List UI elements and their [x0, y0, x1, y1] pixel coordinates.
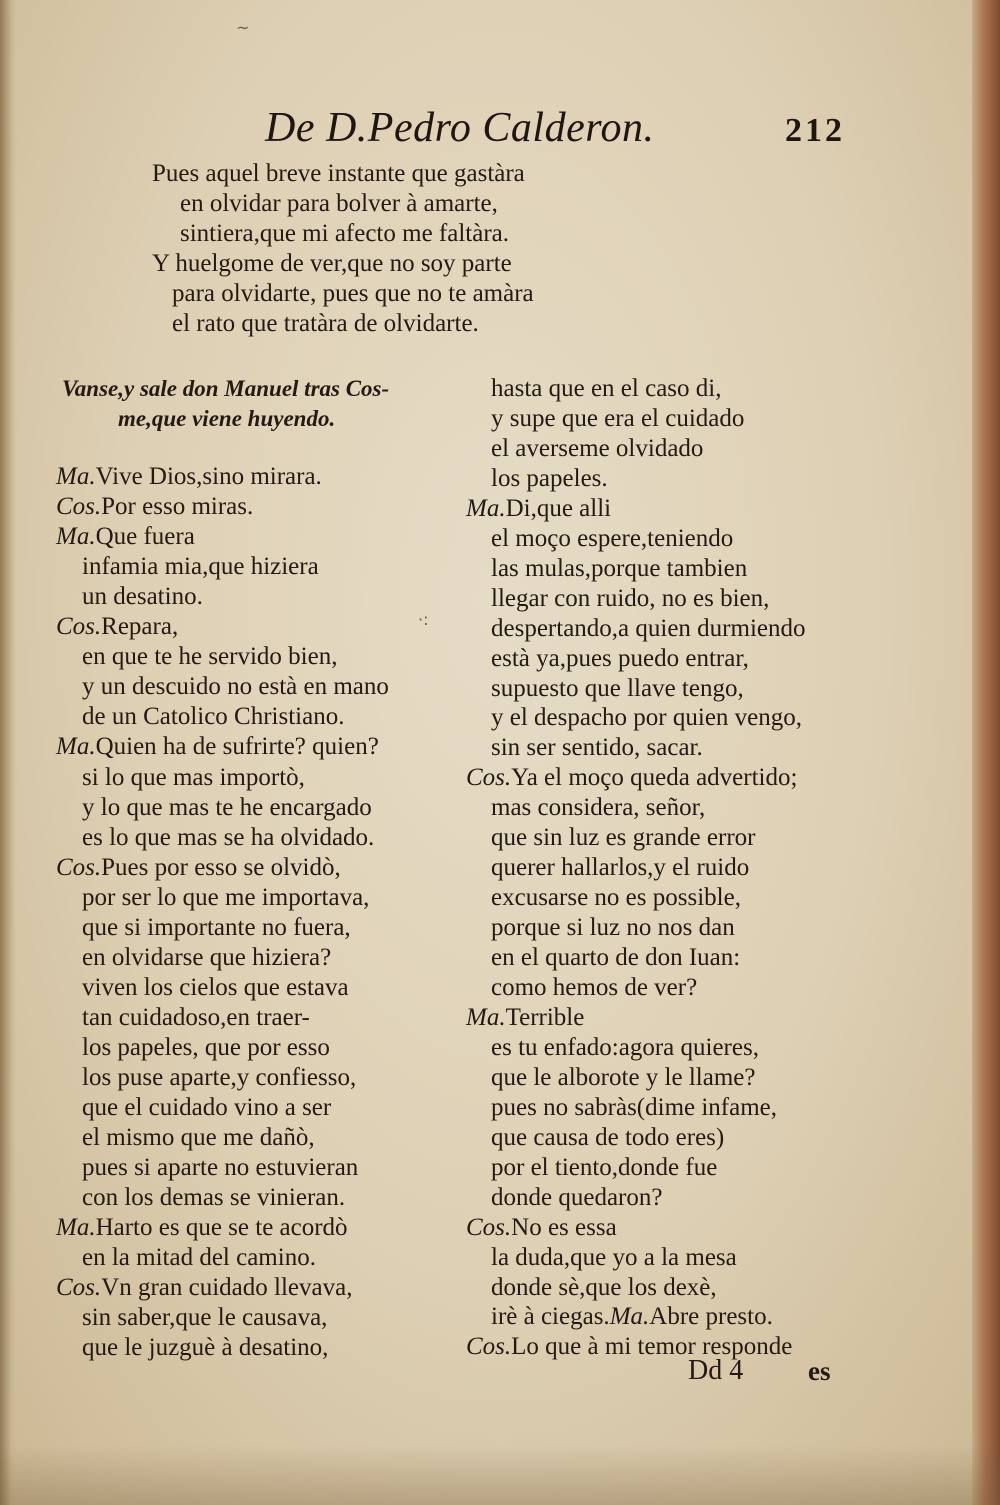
verse-line	[491, 435, 703, 463]
verse-text: supuesto que llave tengo,	[491, 674, 744, 702]
verse-line	[82, 1004, 310, 1032]
page-edge	[972, 0, 1000, 1505]
verse-text: como hemos de ver?	[491, 974, 698, 1001]
speaker-label: Ma.	[56, 463, 96, 490]
stage-direction-line: Vanse,y sale don Manuel tras Cos-	[62, 376, 390, 401]
verse-line	[82, 1334, 328, 1362]
verse-text: y lo que mas te he encargado	[82, 793, 372, 821]
verse-line	[82, 583, 203, 611]
verse-line	[491, 1124, 724, 1152]
verse-text: en olvidar para bolver à amarte,	[180, 190, 498, 217]
verse-line	[491, 824, 755, 852]
verse-text: mas considera, señor,	[491, 794, 706, 822]
verse-text: querer hallarlos,y el ruido	[491, 854, 750, 882]
verse-line	[82, 944, 331, 972]
verse-line	[491, 525, 733, 553]
verse-line	[466, 1214, 617, 1242]
verse-text: tan cuidadoso,en traer-	[82, 1003, 310, 1031]
verse-text: infamia mia,que hiziera	[82, 553, 319, 581]
verse-text: Por esso miras.	[101, 493, 254, 521]
verse-text: No es essa	[511, 1213, 617, 1241]
verse-text: donde sè,que los dexè,	[491, 1273, 717, 1301]
verse-text: hasta que en el caso di,	[491, 375, 722, 402]
verse-line	[491, 585, 769, 613]
verse-line	[56, 463, 322, 491]
stray-mark: ·:	[418, 610, 429, 629]
verse-line	[466, 1333, 792, 1361]
verse-text: el averseme olvidado	[491, 434, 704, 462]
verse-text: el rato que tratàra de olvidarte.	[172, 310, 479, 337]
verse-text: para olvidarte, pues que no te amàra	[172, 280, 534, 307]
verse-line	[56, 523, 195, 551]
verse-text: en olvidarse que hiziera?	[82, 943, 332, 971]
verse-line	[491, 734, 703, 762]
verse-line	[172, 280, 534, 308]
verse-line	[82, 1034, 330, 1062]
speaker-label: Cos.	[466, 1333, 512, 1361]
verse-text: en el quarto de don Iuan:	[491, 944, 741, 972]
speaker-label: Ma.	[56, 733, 96, 761]
verse-line	[56, 613, 178, 641]
verse-line	[466, 495, 611, 523]
verse-line	[82, 914, 351, 942]
verse-text: un desatino.	[82, 583, 203, 611]
speaker-label: Cos.	[466, 1213, 512, 1241]
running-head: De D.Pedro Calderon.	[265, 105, 655, 151]
verse-line	[56, 1214, 348, 1242]
verse-line	[491, 1274, 717, 1302]
verse-text: es tu enfado:agora quieres,	[491, 1033, 759, 1061]
verse-line	[491, 704, 802, 732]
speaker-label: Cos.	[466, 764, 512, 792]
verse-line	[82, 1184, 345, 1212]
verse-text: Vn gran cuidado llevava,	[101, 1274, 353, 1302]
verse-line	[82, 1304, 327, 1332]
verse-text: està ya,pues puedo entrar,	[491, 644, 749, 672]
verse-text: que causa de todo eres)	[491, 1123, 725, 1151]
verse-text: si lo que mas importò,	[82, 763, 305, 791]
verse-text: en la mitad del camino.	[82, 1244, 316, 1272]
verse-line	[82, 673, 389, 701]
binding-shadow	[0, 0, 16, 1505]
verse-line	[82, 1154, 358, 1182]
verse-line	[491, 465, 608, 493]
verse-text: los papeles, que por esso	[82, 1033, 330, 1061]
verse-text: sintiera,que mi afecto me faltàra.	[180, 220, 510, 247]
verse-text: Que fuera	[95, 523, 195, 551]
verse-text: Lo que à mi temor responde	[511, 1333, 793, 1361]
verse-line	[491, 974, 697, 1002]
speaker-label: Cos.	[56, 1274, 102, 1302]
verse-line	[491, 375, 721, 403]
verse-text: de un Catolico Christiano.	[82, 703, 345, 731]
verse-line	[466, 764, 797, 792]
verse-line	[491, 1184, 662, 1212]
verse-text: y un descuido no està en mano	[82, 673, 389, 701]
verse-line	[56, 1274, 352, 1302]
verse-line	[82, 1244, 316, 1272]
verse-text: el moço espere,teniendo	[491, 524, 734, 552]
verse-text: pues si aparte no estuvieran	[82, 1154, 359, 1182]
verse-text: Quien ha de sufrirte? quien?	[95, 733, 379, 761]
speaker-label: Cos.	[56, 613, 102, 641]
verse-line	[56, 733, 379, 761]
verse-line	[152, 250, 512, 278]
verse-text: Abre presto.	[649, 1303, 773, 1331]
verse-text: Vive Dios,sino mirara.	[95, 463, 322, 490]
verse-line	[491, 1303, 773, 1331]
verse-text: por el tiento,donde fue	[491, 1153, 718, 1181]
verse-text: Ya el moço queda advertido;	[511, 764, 798, 792]
verse-text: donde quedaron?	[491, 1183, 663, 1211]
speaker-label: Ma.	[466, 494, 506, 522]
verse-line	[491, 1094, 777, 1122]
verse-line	[82, 1094, 331, 1122]
verse-text: Pues aquel breve instante que gastàra	[152, 160, 525, 187]
verse-text: despertando,a quien durmiendo	[491, 614, 806, 642]
verse-text: por ser lo que me importava,	[82, 883, 370, 911]
verse-text: y supe que era el cuidado	[491, 404, 745, 432]
verse-text: la duda,que yo a la mesa	[491, 1243, 737, 1271]
verse-text: que si importante no fuera,	[82, 913, 351, 941]
verse-text: y el despacho por quien vengo,	[491, 704, 803, 732]
verse-line	[82, 1124, 315, 1152]
verse-line	[82, 1064, 356, 1092]
speaker-label: Ma.	[56, 523, 96, 551]
verse-line	[180, 220, 509, 248]
verse-text: las mulas,porque tambien	[491, 554, 748, 582]
verse-text: sin ser sentido, sacar.	[491, 734, 703, 762]
verse-line	[56, 854, 341, 882]
verse-text: es lo que mas se ha olvidado.	[82, 823, 375, 851]
speaker-label: Cos.	[56, 853, 102, 881]
stage-direction-line: me,que viene huyendo.	[118, 406, 336, 431]
verse-line	[82, 703, 344, 731]
verse-line	[491, 645, 749, 673]
verse-text: porque si luz no nos dan	[491, 914, 735, 942]
verse-text: Terrible	[505, 1003, 585, 1031]
page-number: 212	[785, 112, 845, 149]
verse-line	[82, 824, 374, 852]
verse-text: sin saber,que le causava,	[82, 1304, 328, 1332]
verse-line	[491, 615, 806, 643]
verse-line	[466, 1004, 584, 1032]
verse-line	[491, 914, 735, 942]
verse-text: que el cuidado vino a ser	[82, 1094, 332, 1122]
verse-line	[491, 1244, 737, 1272]
verse-text: con los demas se vinieran.	[82, 1184, 346, 1212]
verse-text: que sin luz es grande error	[491, 824, 756, 852]
verse-line	[491, 854, 749, 882]
verse-line	[491, 405, 744, 433]
verse-line	[56, 493, 253, 521]
speaker-label: Ma.	[56, 1214, 96, 1242]
verse-line	[82, 974, 349, 1002]
verse-line	[180, 190, 498, 218]
verse-line	[82, 643, 337, 671]
verse-text: Di,que alli	[505, 494, 612, 522]
speaker-label: Cos.	[56, 493, 102, 521]
verse-line	[82, 764, 305, 792]
verse-text: irè à ciegas.	[491, 1303, 610, 1331]
stray-mark: ~	[236, 18, 250, 37]
signature-mark: Dd 4	[688, 1355, 744, 1386]
speaker-label: Ma.	[466, 1003, 506, 1031]
verse-line	[491, 944, 740, 972]
verse-line	[491, 1154, 717, 1182]
verse-line	[152, 160, 525, 188]
verse-text: viven los cielos que estava	[82, 973, 349, 1001]
verse-text: excusarse no es possible,	[491, 884, 741, 912]
verse-text: que le alborote y le llame?	[491, 1063, 756, 1091]
verse-line	[82, 553, 319, 581]
speaker-label: Ma.	[609, 1303, 650, 1331]
verse-line	[491, 555, 747, 583]
verse-line	[172, 310, 479, 338]
verse-line	[491, 884, 741, 912]
verse-text: los papeles.	[491, 464, 608, 492]
verse-text: Pues por esso se olvidò,	[101, 853, 341, 881]
verse-line	[82, 794, 372, 822]
verse-line	[491, 1064, 755, 1092]
page-bottom-shadow	[0, 1445, 1000, 1505]
verse-text: pues no sabràs(dime infame,	[491, 1093, 778, 1121]
verse-line	[491, 794, 705, 822]
verse-line	[82, 884, 369, 912]
verse-text: Y huelgome de ver,que no soy parte	[152, 250, 512, 277]
verse-line	[491, 675, 744, 703]
verse-text: Repara,	[101, 613, 179, 641]
verse-text: que le juzguè à desatino,	[82, 1334, 329, 1362]
verse-line	[491, 1034, 759, 1062]
verse-text: Harto es que se te acordò	[95, 1214, 348, 1242]
verse-text: el mismo que me dañò,	[82, 1124, 315, 1152]
catchword: es	[808, 1356, 831, 1386]
verse-text: los puse aparte,y confiesso,	[82, 1064, 357, 1091]
verse-text: en que te he servido bien,	[82, 643, 338, 671]
verse-text: llegar con ruido, no es bien,	[491, 584, 770, 612]
